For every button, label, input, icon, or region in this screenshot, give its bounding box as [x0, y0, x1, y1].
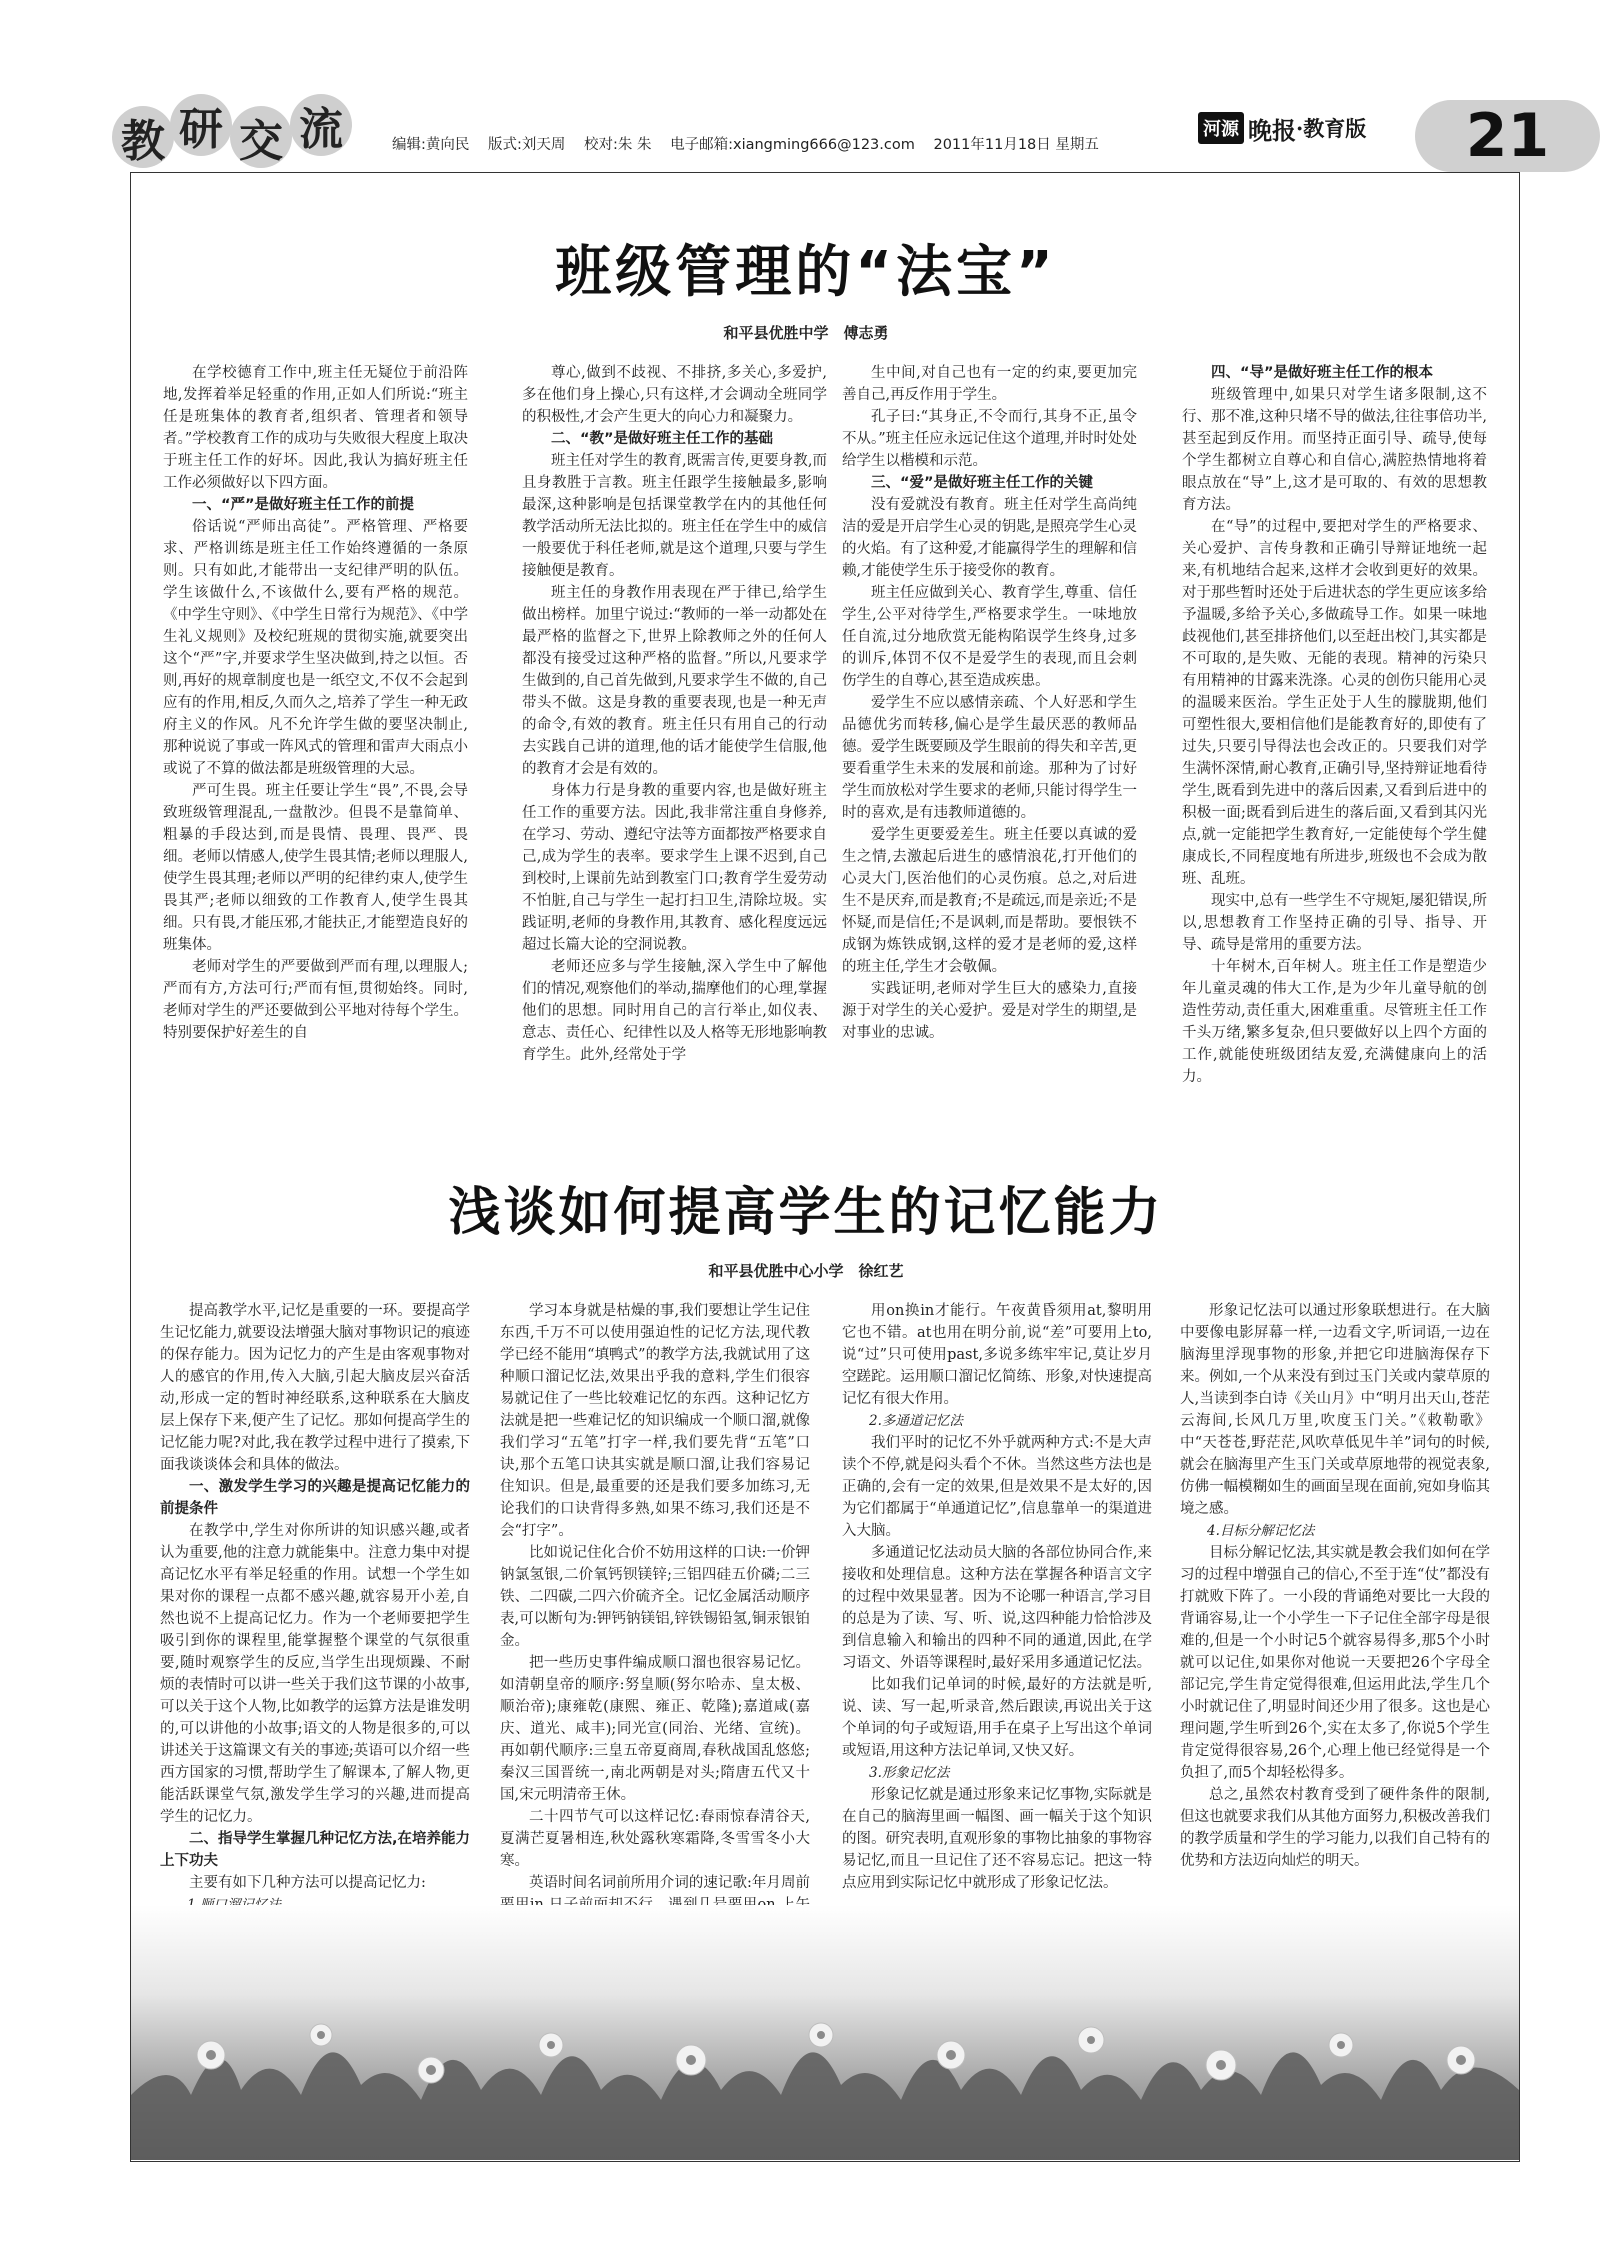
paragraph: 目标分解记忆法,其实就是教会我们如何在学习的过程中增强自己的信心,不至于连“仗”都没有打就败下阵了。一小段的背诵绝对要比一大段的背诵容易,让一个小学生一下子记住全部字母是很难的,但是一个小时记5个就容易得多,那5个小时就可以记住,如果你对他说一天要把26个字母全部记完,学生肯定觉得很难,但运用此法,学生几个小时就记住了,明显时间还少用了很多。这也是心理问题,学生听到26个,实在太多了,你说5个学生肯定觉得很容易,26个,心理上他已经觉得是一个负担了,而5个却轻松得多。 — [1180, 1545, 1490, 1781]
masthead-section: ·教育版 — [1296, 116, 1367, 141]
article2-column — [500, 1300, 810, 1938]
article2-column — [842, 1300, 1152, 1894]
section-heading: 四、“导”是做好班主任工作的根本 — [1211, 365, 1434, 381]
paragraph: 形象记忆法可以通过形象联想进行。在大脑中要像电影屏幕一样,一边看文字,听词语,一边在脑海里浮现事物的形象,并把它印进脑海保存下来。例如,一个从来没有到过玉门关或内蒙草原的人,当读到李白诗《关山月》中“明月出天山,苍茫云海间,长风几万里,吹度玉门关。”《敕勒歌》中“天苍苍,野茫茫,风吹草低见牛羊”词句的时候,就会在脑海里产生玉门关或草原地带的视觉表象,仿佛一幅模糊如生的画面呈现在面前,宛如身临其境之感。 — [1180, 1303, 1490, 1517]
paragraph: 多通道记忆法动员大脑的各部位协同合作,来接收和处理信息。这种方法在掌握各种语言文字的过程中效果显著。因为不论哪一种语言,学习目的总是为了读、写、听、说,这四种能力恰恰涉及到信息输入和输出的四种不同的通道,因此,在学习语文、外语等课程时,最好采用多通道记忆法。 — [842, 1545, 1152, 1671]
paragraph: 学习本身就是枯燥的事,我们要想让学生记住东西,千万不可以使用强迫性的记忆方法,现代教学已经不能用“填鸭式”的教学方法,我就试用了这种顺口溜记忆法,效果出乎我的意料,学生们很容易就记住了一些比较难记忆的东西。这种记忆方法就是把一些难记忆的知识编成一个顺口溜,就像我们学习“五笔”打字一样,我们要先背“五笔”口诀,那个五笔口诀其实就是顺口溜,让我们容易记住知识。但是,最重要的还是我们要多加练习,无论我们的口诀背得多熟,如果不练习,我们还是不会“打字”。 — [500, 1303, 810, 1539]
paragraph: 十年树木,百年树人。班主任工作是塑造少年儿童灵魂的伟大工作,是为少年儿童导航的创造性劳动,责任重大,困难重重。尽管班主任工作千头万绪,繁多复杂,但只要做好以上四个方面的工作,就能使班级团结友爱,充满健康向上的活力。 — [1182, 959, 1487, 1085]
section-logo-char: 交 — [230, 106, 292, 168]
paragraph: 老师还应多与学生接触,深入学生中了解他们的情况,观察他们的举动,揣摩他们的心理,掌握他们的思想。同时用自己的言行举止,如仪表、意志、责任心、纪律性以及人格等无形地影响教育学生。此外,经常处于学 — [522, 959, 827, 1063]
article1-title: 班级管理的“法宝” — [555, 240, 1057, 305]
paragraph: 现实中,总有一些学生不守规矩,屡犯错误,所以,思想教育工作坚持正确的引导、指导、开导、疏导是常用的重要方法。 — [1182, 893, 1487, 953]
paragraph: 班主任对学生的教育,既需言传,更要身教,而且身教胜于言教。班主任跟学生接触最多,影响最深,这种影响是包括课堂教学在内的其他任何教学活动所无法比拟的。班主任在学生中的威信一般要优于科任老师,就是这个道理,只要与学生接触便是教育。 — [522, 453, 827, 579]
article1-column — [522, 362, 827, 1066]
subsection-heading: 2.多通道记忆法 — [869, 1413, 963, 1429]
masthead-logo: 河源 — [1198, 112, 1244, 144]
paragraph: 生中间,对自己也有一定的约束,要更加完善自己,再反作用于学生。 — [842, 365, 1137, 403]
paragraph: 我们平时的记忆不外乎就两种方式:不是大声读个不停,就是闷头看个不休。当然这些方法也是正确的,会有一定的效果,但是效果不是太好的,因为它们都属于“单通道记忆”,信息靠单一的渠道进入大脑。 — [842, 1435, 1152, 1539]
contact-email[interactable]: 电子邮箱:xiangming666@123.com — [670, 137, 915, 153]
paragraph: 英语时间名词前所用介词的速记歌:年月周前 — [529, 1875, 810, 1891]
paragraph: 俗话说“严师出高徒”。严格管理、严格要求、严格训练是班主任工作始终遵循的一条原则。只有如此,才能带出一支纪律严明的队伍。学生该做什么,不该做什么,要有严格的规范。《中学生守则》、《中学生日常行为规范》、《中学生礼义规则》及校纪班规的贯彻实施,就要突出这个“严”字,并要求学生坚决做到,持之以恒。否则,再好的规章制度也是一纸空文,不仅不会起到应有的作用,相反,久而久之,培养了学生一种无政府主义的作风。凡不允许学生做的要坚决制止,那种说说了事或一阵风式的管理和雷声大雨点小或说了不算的做法都是班级管理的大忌。 — [163, 519, 468, 777]
section-logo-char: 研 — [170, 94, 232, 156]
paragraph: 班级管理中,如果只对学生诸多限制,这不行、那不准,这种只堵不导的做法,往往事倍功半,甚至起到反作用。而坚持正面引导、疏导,使每个学生都树立自尊心和自信心,满腔热情地将着眼点放在“导”上,这才是可取的、有效的思想教育方法。 — [1182, 387, 1487, 513]
paragraph: 把一些历史事件编成顺口溜也很容易记忆。如清朝皇帝的顺序:努皇顺(努尔哈赤、皇太极、顺治帝);康雍乾(康熙、雍正、乾隆);嘉道咸(嘉庆、道光、咸丰);同光宣(同治、光绪、宣统)。再如朝代顺序:三皇五帝夏商周,春秋战国乱悠悠;秦汉三国晋统一,南北两朝是对头;隋唐五代又十国,宋元明清帝王休。 — [500, 1655, 810, 1803]
paragraph: 比如我们记单词的时候,最好的方法就是听,说、读、写一起,听录音,然后跟读,再说出关于这个单词的句子或短语,用手在桌子上写出这个单词或短语,用这种方法记单词,又快又好。 — [842, 1677, 1152, 1759]
page-number: 21 — [1415, 100, 1600, 172]
paragraph: 没有爱就没有教育。班主任对学生高尚纯洁的爱是开启学生心灵的钥匙,是照亮学生心灵的火焰。有了这种爱,才能赢得学生的理解和信赖,才能使学生乐于接受你的教育。 — [842, 497, 1137, 579]
paragraph: 提高教学水平,记忆是重要的一环。要提高学生记忆能力,就要设法增强大脑对事物识记的痕迹的保存能力。因为记忆力的产生是由客观事物对人的感官的作用,传入大脑,引起大脑皮层兴奋活动,形成一定的暂时神经联系,这种联系在大脑皮层上保存下来,便产生了记忆。那如何提高学生的记忆能力呢?对此,我在教学过程中进行了摸索,下面我谈谈体会和具体的做法。 — [160, 1303, 470, 1473]
paragraph: 老师对学生的严要做到严而有理,以理服人;严而有方,方法可行;严而有恒,贯彻始终。同时,老师对学生的严还要做到公平地对待每个学生。特别要保护好差生的自 — [163, 959, 468, 1041]
section-heading: 二、“教”是做好班主任工作的基础 — [551, 431, 774, 447]
section-logo-char: 教 — [112, 106, 174, 168]
subsection-heading: 3.形象记忆法 — [869, 1765, 950, 1781]
flower-meadow-graphic — [131, 1905, 1519, 2160]
paragraph: 爱学生更要爱差生。班主任要以真诚的爱生之情,去激起后进生的感情浪花,打开他们的心灵大门,医治他们的心灵伤痕。总之,对后进生不是厌弃,而是教育;不是疏远,而是亲近;不是怀疑,而是信任;不是讽刺,而是帮助。要恨铁不成钢为炼铁成钢,这样的爱才是老师的爱,这样的班主任,学生才会敬佩。 — [842, 827, 1137, 975]
paragraph: 用on换in才能行。午夜黄昏须用at,黎明用它也不错。at也用在明分前,说“差”可要用上to,说“过”只可使用past,多说多练牢牢记,莫让岁月空蹉跎。运用顺口溜记忆简练、形象,对快速提高记忆有很大作用。 — [842, 1303, 1152, 1407]
section-heading: 二、指导学生掌握几种记忆方法,在培养能力上下功夫 — [160, 1831, 471, 1869]
paragraph: 爱学生不应以感情亲疏、个人好恶和学生品德优劣而转移,偏心是学生最厌恶的教师品德。爱学生既要顾及学生眼前的得失和辛苦,更要看重学生未来的发展和前途。那种为了讨好学生而放松对学生要求的老师,只能讨得学生一时的喜欢,是有违教师道德的。 — [842, 695, 1137, 821]
masthead — [1198, 110, 1366, 146]
subsection-heading: 4.目标分解记忆法 — [1207, 1523, 1315, 1539]
paragraph: 身体力行是身教的重要内容,也是做好班主任工作的重要方法。因此,我非常注重自身修养,在学习、劳动、遵纪守法等方面都按严格要求自己,成为学生的表率。要求学生上课不迟到,自己到校时,上课前先站到教室门口;教育学生爱劳动不怕脏,自己与学生一起打扫卫生,清除垃圾。实践证明,老师的身教作用,其教育、感化程度远远超过长篇大论的空洞说教。 — [522, 783, 827, 953]
article1-column — [1182, 362, 1487, 1088]
paragraph: 形象记忆就是通过形象来记忆事物,实际就是在自己的脑海里画一幅图、画一幅关于这个知识的图。研究表明,直观形象的事物比抽象的事物容易记忆,而且一旦记住了还不容易忘记。把这一特点应用到实际记忆中就形成了形象记忆法。 — [842, 1787, 1152, 1891]
article1-byline: 和平县优胜中学 傅志勇 — [723, 324, 889, 342]
paragraph: 孔子曰:“其身正,不令而行,其身不正,虽令不从。”班主任应永远记住这个道理,并时时处处给学生以楷模和示范。 — [842, 409, 1137, 469]
article2-title: 浅谈如何提高学生的记忆能力 — [448, 1183, 1164, 1243]
paragraph: 在“导”的过程中,要把对学生的严格要求、关心爱护、言传身教和正确引导辩证地统一起来,有机地结合起来,这样才会收到更好的效果。对于那些暂时还处于后进状态的学生更应该多给予温暖,多给予关心,多做疏导工作。如果一味地歧视他们,甚至排挤他们,以至赶出校门,其实都是不可取的,是失败、无能的表现。精神的污染只有用精神的甘露来洗涤。心灵的创伤只能用心灵的温暖来医治。学生正处于人生的朦胧期,他们可塑性很大,要相信他们是能教育好的,即使有了过失,只要引导得法也会改正的。只要我们对学生满怀深情,耐心教育,正确引导,坚持辩证地看待学生,既看到先进中的落后因素,又看到后进中的积极一面;既看到后进生的落后面,又看到其闪光点,就一定能把学生教育好,一定能使每个学生健康成长,不同程度地有所进步,班级也不会成为散班、乱班。 — [1182, 519, 1487, 887]
issue-date: 2011年11月18日 星期五 — [933, 137, 1099, 153]
article1-column — [842, 362, 1137, 1044]
section-heading: 一、“严”是做好班主任工作的前提 — [192, 497, 415, 513]
section-logo — [112, 98, 367, 168]
paragraph: 在学校德育工作中,班主任无疑位于前沿阵地,发挥着举足轻重的作用,正如人们所说:“班主任是班集体的教育者,组织者、管理者和领导者。”学校教育工作的成功与失败很大程度上取决于班主任工作的好坏。因此,我认为搞好班主任工作必须做好以下四方面。 — [163, 365, 468, 491]
section-heading: 一、激发学生学习的兴趣是提高记忆能力的前提条件 — [160, 1479, 470, 1517]
paragraph: 实践证明,老师对学生巨大的感染力,直接源于对学生的关心爱护。爱是对学生的期望,是对事业的忠诚。 — [842, 981, 1137, 1041]
flower-meadow-image — [131, 1905, 1519, 2160]
paragraph: 比如说记住化合价不妨用这样的口诀:一价钾钠氯氢银,二价氧钙钡镁锌;三铝四硅五价磷;二三铁、二四碳,二四六价硫齐全。记忆金属活动顺序表,可以断句为:钾钙钠镁铝,锌铁锡铅氢,铜汞银铂金。 — [500, 1545, 810, 1649]
section-logo-char: 流 — [290, 94, 352, 156]
article2-column — [160, 1300, 470, 1916]
paragraph: 班主任的身教作用表现在严于律已,给学生做出榜样。加里宁说过:“教师的一举一动都处在最严格的监督之下,世界上除教师之外的任何人都没有接受过这种严格的监督。”所以,凡要求学生做到的,自己首先做到,凡要求学生不做的,自己带头不做。这是身教的重要表现,也是一种无声的命令,有效的教育。班主任只有用自己的行动去实践自己讲的道理,他的话才能使学生信服,他的教育才会是有效的。 — [522, 585, 827, 777]
layout-credit: 版式:刘天周 — [488, 137, 566, 153]
article1-column — [163, 362, 468, 1044]
paragraph: 在教学中,学生对你所讲的知识感兴趣,或者认为重要,他的注意力就能集中。注意力集中对提高记忆水平有举足轻重的作用。试想一个学生如果对你的课程一点都不感兴趣,就容易开小差,自然也说不上提高记忆力。作为一个老师要把学生吸引到你的课程里,能掌握整个课堂的气氛很重要,随时观察学生的反应,当学生出现烦躁、不耐烦的表情时可以讲一些关于我们这节课的小故事,可以关于这个人物,比如教学的运算方法是谁发明的,可以讲他的小故事;语文的人物是很多的,可以讲述关于这篇课文有关的事迹;英语可以介绍一些西方国家的习惯,帮助学生了解课本,了解人物,更能活跃课堂气氛,激发学生学习的兴趣,进而提高学生的记忆力。 — [160, 1523, 470, 1825]
proof-credit: 校对:朱 朱 — [584, 137, 652, 153]
paragraph: 班主任应做到关心、教育学生,尊重、信任学生,公平对待学生,严格要求学生。一味地放任自流,过分地欣赏无能构陷误学生终身,过多的训斥,体罚不仅不是爱学生的表现,而且会刺伤学生的自尊心,甚至造成疾患。 — [842, 585, 1137, 689]
article2-byline: 和平县优胜中心小学 徐红艺 — [708, 1262, 904, 1280]
section-heading: 三、“爱”是做好班主任工作的关键 — [871, 475, 1094, 491]
paragraph: 二十四节气可以这样记忆:春雨惊春清谷天,夏满芒夏暑相连,秋处露秋寒霜降,冬雪雪冬小大寒。 — [500, 1809, 810, 1869]
paragraph: 严可生畏。班主任要让学生“畏”,不畏,会导致班级管理混乱,一盘散沙。但畏不是靠简单、粗暴的手段达到,而是畏情、畏理、畏严、畏细。老师以情感人,使学生畏其情;老师以理服人,使学生畏其理;老师以严明的纪律约束人,使学生畏其严;老师以细致的工作教育人,使学生畏其细。只有畏,才能压邪,才能扶正,才能塑造良好的班集体。 — [163, 783, 468, 953]
paragraph: 尊心,做到不歧视、不排挤,多关心,多爱护,多在他们身上操心,只有这样,才会调动全班同学的积极性,才会产生更大的向心力和凝聚力。 — [522, 365, 827, 425]
paragraph: 主要有如下几种方法可以提高记忆力: — [189, 1875, 426, 1891]
editor-credit: 编辑:黄向民 — [392, 137, 470, 153]
article2-column — [1180, 1300, 1490, 1872]
masthead-name: 晚报 — [1248, 115, 1296, 145]
header-meta — [392, 133, 1113, 154]
paragraph: 总之,虽然农村教育受到了硬件条件的限制,但这也就要求我们从其他方面努力,积极改善我们的教学质量和学生的学习能力,以我们自己特有的优势和方法迈向灿烂的明天。 — [1180, 1787, 1490, 1869]
